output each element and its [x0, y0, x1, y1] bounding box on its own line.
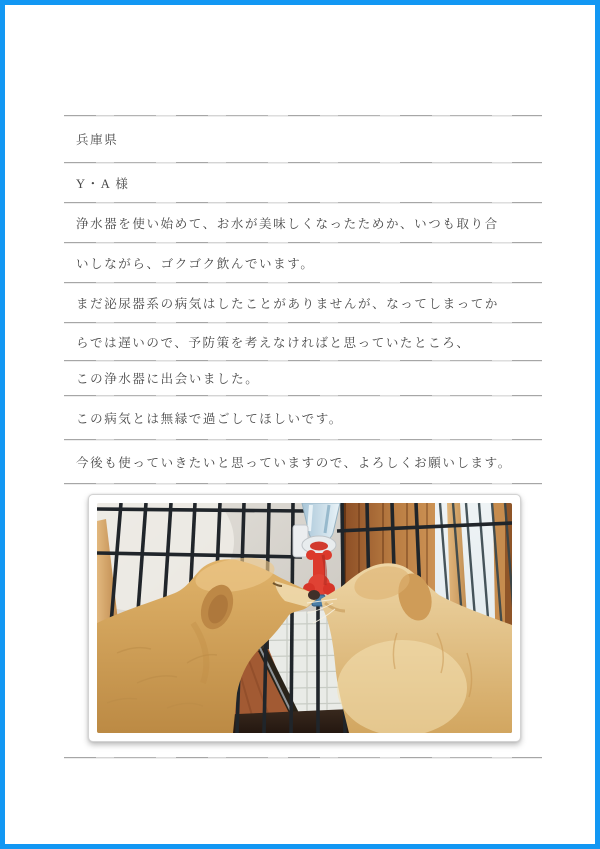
- photo-section: [64, 483, 542, 757]
- ruled-line: [64, 282, 542, 283]
- testimonial-text: まだ泌尿器系の病気はしたことがありませんが、なってしまってか: [76, 296, 500, 311]
- testimonial-text: この病気とは無縁で過ごしてほしいです。: [76, 411, 343, 426]
- testimonial-row: [64, 162, 542, 202]
- ruled-line: [64, 202, 542, 203]
- ruled-line: [64, 439, 542, 440]
- ruled-line: [64, 115, 542, 116]
- testimonial-row: [64, 395, 542, 439]
- testimonial-text: らでは遅いので、予防策を考えなければと思っていたところ、: [76, 335, 471, 350]
- ruled-line: [64, 322, 542, 323]
- testimonial-row: [64, 360, 542, 395]
- ruled-line: [64, 483, 542, 484]
- ruled-line: [64, 242, 542, 243]
- testimonial-row: [64, 282, 542, 322]
- testimonial-text: この浄水器に出会いました。: [76, 372, 260, 386]
- customer-photo: [88, 494, 521, 742]
- ruled-line: [64, 395, 542, 396]
- left-dog-nose: [308, 590, 320, 600]
- dogs-drinking-photo: [97, 503, 512, 733]
- testimonial-text: いしながら、ゴクゴク飲んでいます。: [76, 256, 315, 271]
- testimonial-sheet: [64, 115, 542, 758]
- customer-name-text: Y・A 様: [76, 176, 130, 191]
- testimonial-row: [64, 242, 542, 282]
- bottom-rule: [64, 757, 542, 758]
- location-text: 兵庫県: [76, 133, 119, 147]
- testimonial-row: [64, 202, 542, 242]
- testimonial-text: 今後も使っていきたいと思っていますので、よろしくお願いします。: [76, 455, 512, 470]
- testimonial-row: [64, 322, 542, 360]
- testimonial-row: [64, 115, 542, 162]
- ruled-line: [64, 360, 542, 361]
- testimonial-text: 浄水器を使い始めて、お水が美味しくなったためか、いつも取り合: [76, 216, 499, 231]
- testimonial-row: [64, 439, 542, 483]
- ruled-line: [64, 162, 542, 163]
